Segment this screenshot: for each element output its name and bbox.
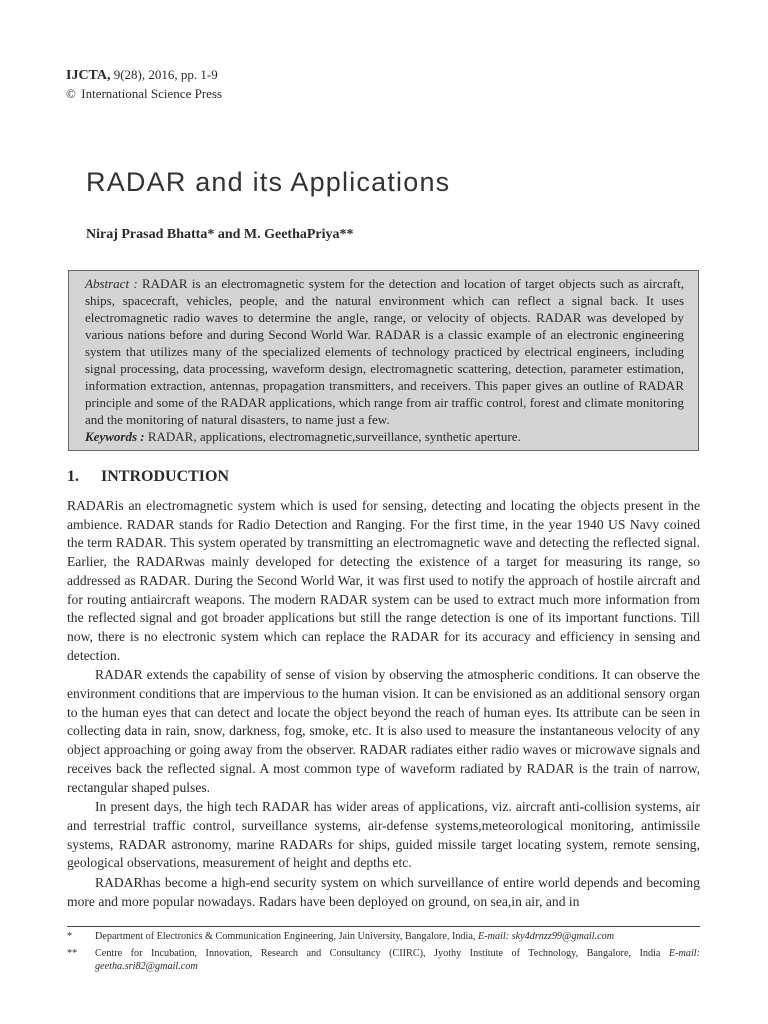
footnote-email: E-mail: geetha.sri82@gmail.com <box>95 948 700 972</box>
footnote-divider <box>67 926 700 927</box>
footnote <box>67 947 700 973</box>
keywords-line <box>85 428 684 445</box>
paragraph: RADAR extends the capability of sense of vision by observing the atmospheric conditions. It can observe the environment conditions that are impervious to the human vision. It can be envisioned as an additional sensory organ to the human eyes that can detect and locate the object beyond the reach of human eyes. Its attribute can be seen in collecting data in rain, snow, darkness, fog, smoke, etc. It is also used to measure the instantaneous velocity of any object approaching or going away from the observer. RADAR radiates either radio waves or microwave signals and receives back the reflected signal. A most common type of waveform radiated by RADAR is the train of narrow, rectangular shaped pulses. <box>67 667 700 795</box>
footnote-mark: ** <box>67 948 78 959</box>
paper-title: RADAR and its Applications <box>86 167 451 197</box>
footnote-text: Department of Electronics & Communication Engineering, Jain University, Bangalore, India, <box>95 931 476 942</box>
abstract-box <box>68 270 699 451</box>
footnote-mark: * <box>67 931 73 942</box>
footnote-email: E-mail: sky4drnzz99@gmail.com <box>477 931 615 942</box>
publisher-name: International Science Press <box>81 86 223 101</box>
abstract-text: RADAR is an electromagnetic system for the detection and location of target objects such as aircraft, ships, spacecraft, vehicles, people, and the natural environment which can reflect a signal back. It uses electromagnetic radio waves to determine the angle, range, or velocity of objects. RADAR was developed by various nations before and during Second World War. RADAR is a classic example of an electronic engineering system that utilizes many of the specialized elements of technology practiced by electrical engineers, including signal processing, data processing, waveform design, electromagnetic scattering, detection, parameter estimation, information extraction, antennas, propagation transmitters, and receivers. This paper gives an outline of RADAR principle and some of the RADAR applications, which range from air traffic control, forest and climate monitoring and the monitoring of natural disasters, to name just a few. <box>85 276 684 427</box>
publisher-line <box>66 85 222 103</box>
body-text <box>67 497 700 912</box>
keywords-label: Keywords : <box>85 429 145 444</box>
paper-authors: Niraj Prasad Bhatta* and M. GeethaPriya** <box>86 227 354 242</box>
keywords-text: RADAR, applications, electromagnetic,surveillance, synthetic aperture. <box>147 429 521 444</box>
footnote-text: Centre for Incubation, Innovation, Research and Consultancy (CIIRC), Jyothy Institute of Technology, Bangalore, India <box>95 948 661 959</box>
paragraph: In present days, the high tech RADAR has wider areas of applications, viz. aircraft anti-collision systems, air and terrestrial traffic control, surveillance systems, air-defense systems,meteorological monitoring, antimissile systems, RADAR astronomy, marine RADARs for ships, guided missile target locating system, remote sensing, geological observations, measurement of height and depths etc. <box>67 799 700 871</box>
footnotes <box>67 930 700 977</box>
copyright-icon: © <box>66 86 76 101</box>
journal-citation <box>66 66 222 85</box>
paragraph: RADARis an electromagnetic system which is used for sensing, detecting and locating the objects present in the ambience. RADAR stands for Radio Detection and Ranging. For the first time, in the year 1940 US Navy coined the term RADAR. This system operated by transmitting an electromagnetic wave and detecting the reflected signal. Earlier, the RADARwas mainly developed for detecting the existence of a target for measuring its range, so addressed as RADAR. During the Second World War, it was first used to notify the approach of hostile aircraft and for routing antiaircraft weapons. The modern RADAR system can be used to extract much more information from the reflected signal and got broader applications but still the range detection is one of its important functions. Till now, there is no electronic system which can replace the RADAR for its accuracy and efficiency in sensing and detection. <box>67 498 700 663</box>
section-title: INTRODUCTION <box>101 468 230 485</box>
journal-header <box>66 66 222 103</box>
footnote <box>67 930 700 943</box>
journal-name: IJCTA, <box>66 68 111 83</box>
section-heading <box>67 468 229 486</box>
abstract-label: Abstract : <box>85 276 138 291</box>
paragraph: RADARhas become a high-end security system on which surveillance of entire world depends and becoming more and more popular nowadays. Radars have been deployed on ground, on sea,in air, and in <box>67 875 700 909</box>
journal-issue: 9(28), 2016, pp. 1-9 <box>113 67 218 82</box>
section-number: 1. <box>67 468 79 485</box>
